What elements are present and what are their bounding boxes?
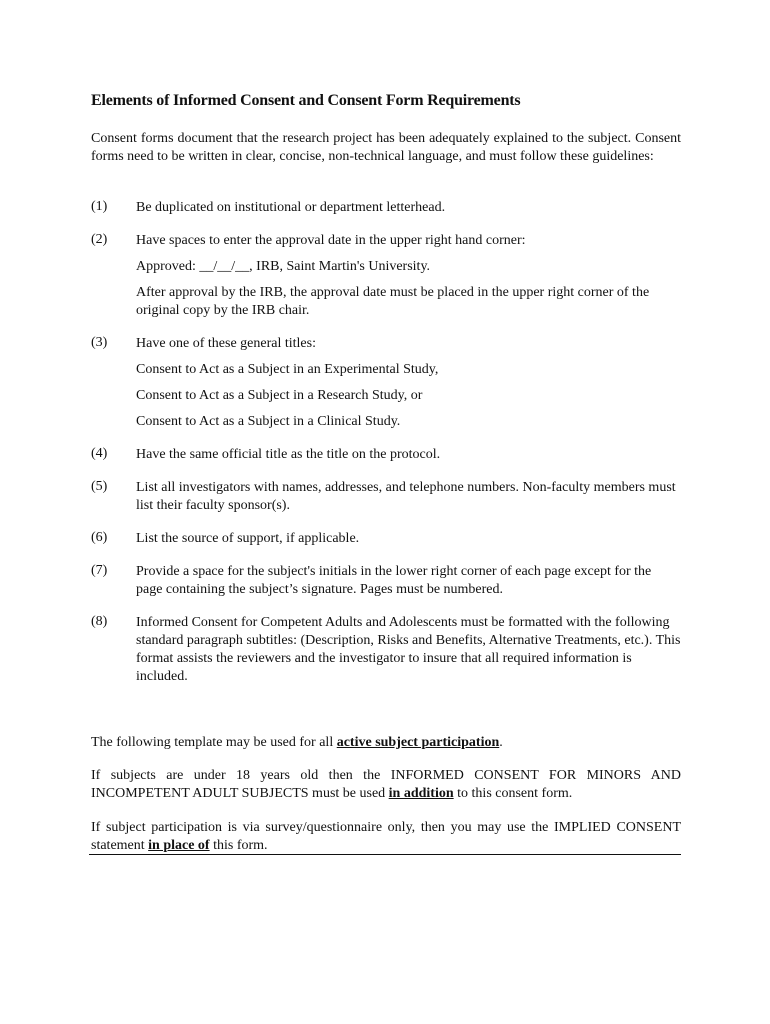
list-item-text: List all investigators with names, addresses, and telephone numbers. Non-faculty members must list their faculty sponsor(s). xyxy=(136,480,676,513)
list-item-text: Informed Consent for Competent Adults and Adolescents must be formatted with the following standard paragraph subtitles: (Description, Risks and Benefits, Alternative Treatments, etc.). This format assists the reviewers and the investigator to insure that all required information is included. xyxy=(136,615,681,684)
list-item-number: (8) xyxy=(91,614,108,629)
list-item-number: (2) xyxy=(91,232,108,247)
implied-consent-text: If subject participation is via survey/questionnaire only, then you may use the IMPLIED CONSENT statement xyxy=(91,820,681,853)
approval-note: After approval by the IRB, the approval date must be placed in the upper right corner of the original copy by the IRB chair. xyxy=(136,285,650,318)
minors-note xyxy=(91,767,681,803)
list-item-number: (6) xyxy=(91,530,108,545)
list-item-text: Have spaces to enter the approval date in the upper right hand corner: xyxy=(136,233,526,248)
in-addition-emphasis: in addition xyxy=(388,786,454,801)
bottom-divider xyxy=(89,854,681,855)
list-item-text: Provide a space for the subject's initials in the lower right corner of each page except for the page containing the subject’s signature. Pages must be numbered. xyxy=(136,564,652,597)
list-item-number: (1) xyxy=(91,199,108,214)
list-item-text: Be duplicated on institutional or department letterhead. xyxy=(136,200,446,215)
list-item-number: (4) xyxy=(91,446,108,461)
template-note xyxy=(91,734,681,752)
list-item-text: List the source of support, if applicable. xyxy=(136,531,360,546)
active-participation-link-text: active subject participation xyxy=(336,735,500,750)
list-item-number: (7) xyxy=(91,563,108,578)
page-title: Elements of Informed Consent and Consent Form Requirements xyxy=(91,92,521,109)
title-option-experimental: Consent to Act as a Subject in an Experimental Study, xyxy=(136,362,439,377)
list-item-text: Have the same official title as the title on the protocol. xyxy=(136,447,441,462)
list-item-number: (3) xyxy=(91,335,108,350)
title-option-research: Consent to Act as a Subject in a Research Study, or xyxy=(136,388,423,403)
approval-line: Approved: __/__/__, IRB, Saint Martin's University. xyxy=(136,259,431,274)
template-note-text: The following template may be used for all xyxy=(91,735,337,750)
implied-consent-note xyxy=(91,819,681,855)
title-option-clinical: Consent to Act as a Subject in a Clinical Study. xyxy=(136,414,401,429)
intro-paragraph: Consent forms document that the research project has been adequately explained to the subject. Consent forms need to be written in clear, concise, non-technical language, and must follow these guidelines: xyxy=(91,131,681,164)
minors-note-end: to this consent form. xyxy=(453,786,573,801)
in-place-of-emphasis: in place of xyxy=(148,838,210,853)
minors-note-text: If subjects are under 18 years old then the INFORMED CONSENT FOR MINORS AND INCOMPETENT ADULT SUBJECTS must be used xyxy=(91,768,681,801)
list-item-number: (5) xyxy=(91,479,108,494)
template-note-end: . xyxy=(499,735,503,750)
implied-consent-end: this form. xyxy=(209,838,268,853)
list-item-text: Have one of these general titles: xyxy=(136,336,316,351)
